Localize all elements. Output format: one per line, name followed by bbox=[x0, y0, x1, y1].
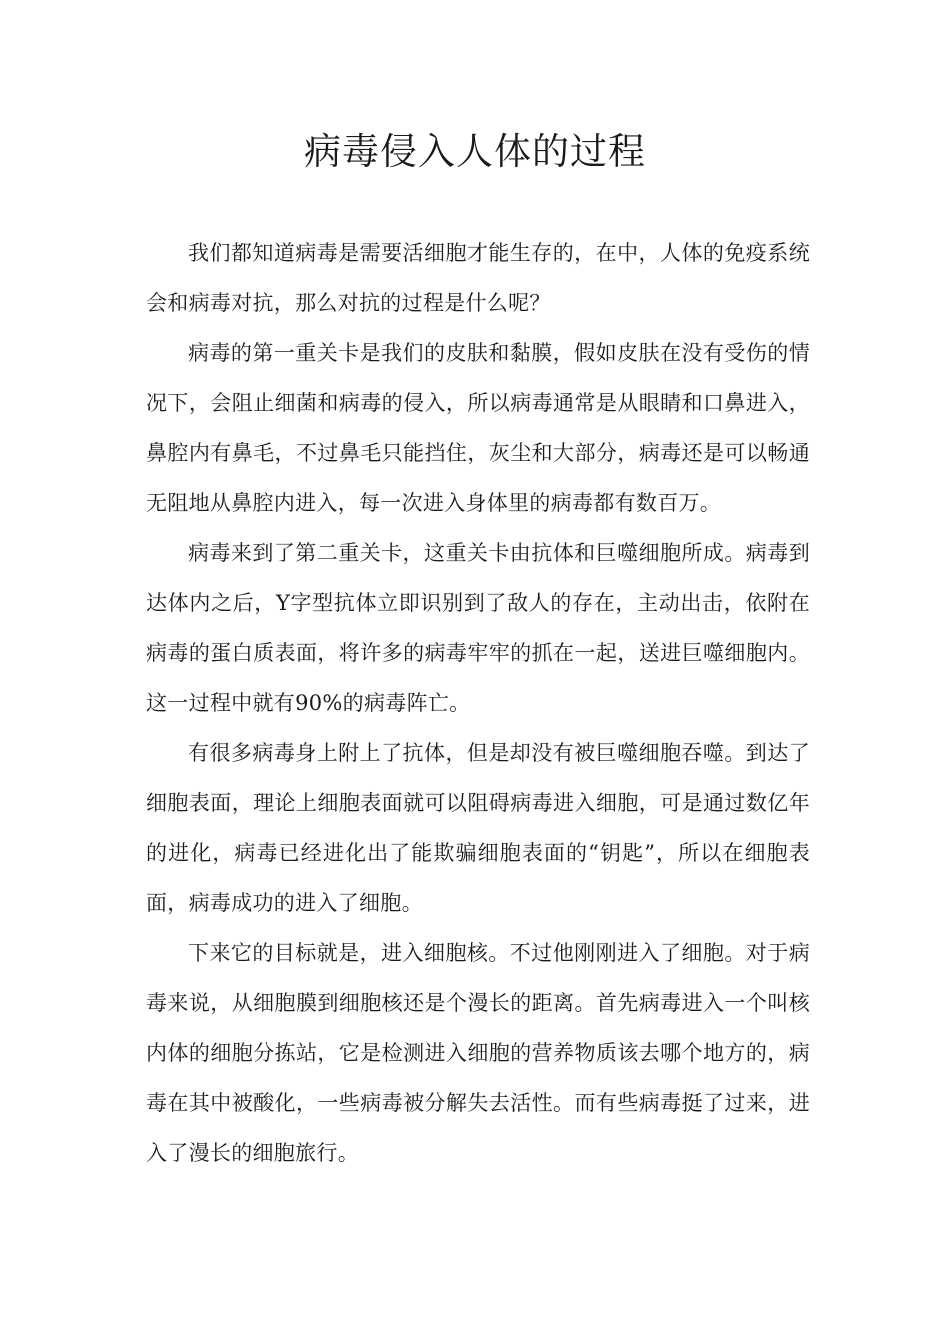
paragraph-4: 有很多病毒身上附上了抗体，但是却没有被巨噬细胞吞噬。到达了细胞表面，理论上细胞表面就可以阻碍病毒进入细胞，可是通过数亿年的进化，病毒已经进化出了能欺骗细胞表面的“钥匙”，所以在细胞表面，病毒成功的进入了细胞。 bbox=[146, 741, 810, 915]
document-title: 病毒侵入人体的过程 bbox=[304, 130, 646, 173]
paragraph-3: 病毒来到了第二重关卡，这重关卡由抗体和巨噬细胞所成。病毒到达体内之后，Y字型抗体立即识别到了敌人的存在，主动出击，依附在病毒的蛋白质表面，将许多的病毒牢牢的抓在一起，送进巨噬细胞内。这一过程中就有90%的病毒阵亡。 bbox=[146, 541, 810, 715]
paragraph-2: 病毒的第一重关卡是我们的皮肤和黏膜，假如皮肤在没有受伤的情况下，会阻止细菌和病毒的侵入，所以病毒通常是从眼睛和口鼻进入，鼻腔内有鼻毛，不过鼻毛只能挡住，灰尘和大部分，病毒还是可以畅通无阻地从鼻腔内进入，每一次进入身体里的病毒都有数百万。 bbox=[146, 341, 810, 515]
paragraph-1: 我们都知道病毒是需要活细胞才能生存的，在中，人体的免疫系统会和病毒对抗，那么对抗的过程是什么呢？ bbox=[146, 241, 810, 315]
document-body bbox=[146, 228, 810, 1178]
paragraph-5: 下来它的目标就是，进入细胞核。不过他刚刚进入了细胞。对于病毒来说，从细胞膜到细胞核还是个漫长的距离。首先病毒进入一个叫核内体的细胞分拣站，它是检测进入细胞的营养物质该去哪个地方的，病毒在其中被酸化，一些病毒被分解失去活性。而有些病毒挺了过来，进入了漫长的细胞旅行。 bbox=[146, 941, 810, 1165]
